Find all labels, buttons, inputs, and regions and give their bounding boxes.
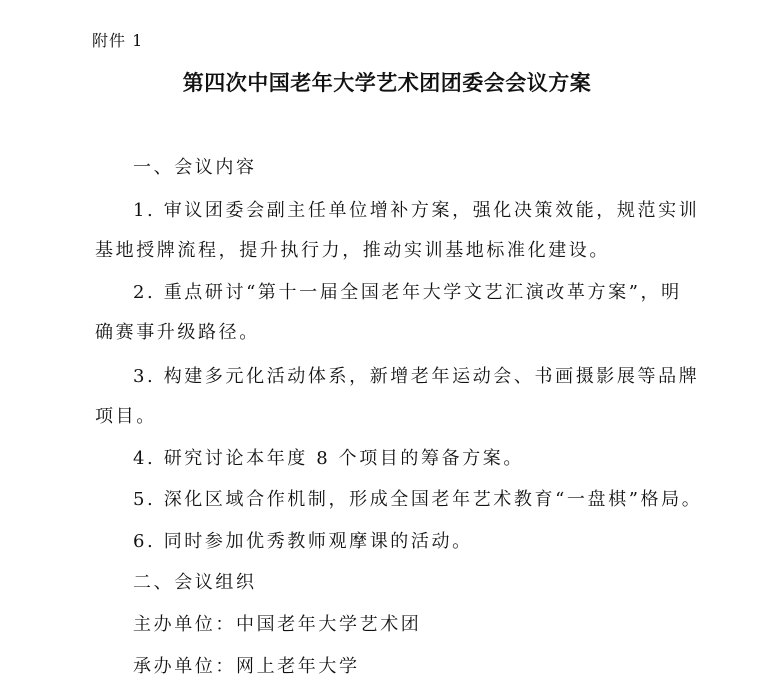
item-3-line-1: 3. 构建多元化活动体系，新增老年运动会、书画摄影展等品牌 xyxy=(133,366,700,387)
item-5-line-1: 5. 深化区域合作机制，形成全国老年艺术教育“一盘棋”格局。 xyxy=(133,489,703,510)
item-1-line-2: 基地授牌流程，提升执行力，推动实训基地标准化建设。 xyxy=(95,240,610,261)
section-heading-meeting-organization: 二、会议组织 xyxy=(133,572,257,593)
item-2-line-1: 2. 重点研讨“第十一届全国老年大学文艺汇演改革方案”，明 xyxy=(133,282,682,303)
host-unit: 主办单位：中国老年大学艺术团 xyxy=(133,614,422,635)
attachment-label: 附件 1 xyxy=(92,31,144,50)
item-4-line-1: 4. 研究讨论本年度 8 个项目的筹备方案。 xyxy=(133,448,524,469)
item-3-line-2: 项目。 xyxy=(95,406,157,427)
item-1-line-1: 1. 审议团委会副主任单位增补方案，强化决策效能，规范实训 xyxy=(133,200,700,221)
item-6-line-1: 6. 同时参加优秀教师观摩课的活动。 xyxy=(133,531,473,552)
section-heading-meeting-content: 一、会议内容 xyxy=(133,157,257,178)
page-title: 第四次中国老年大学艺术团团委会会议方案 xyxy=(182,71,592,95)
item-2-line-2: 确赛事升级路径。 xyxy=(95,322,260,343)
organizer-unit: 承办单位：网上老年大学 xyxy=(133,656,360,677)
